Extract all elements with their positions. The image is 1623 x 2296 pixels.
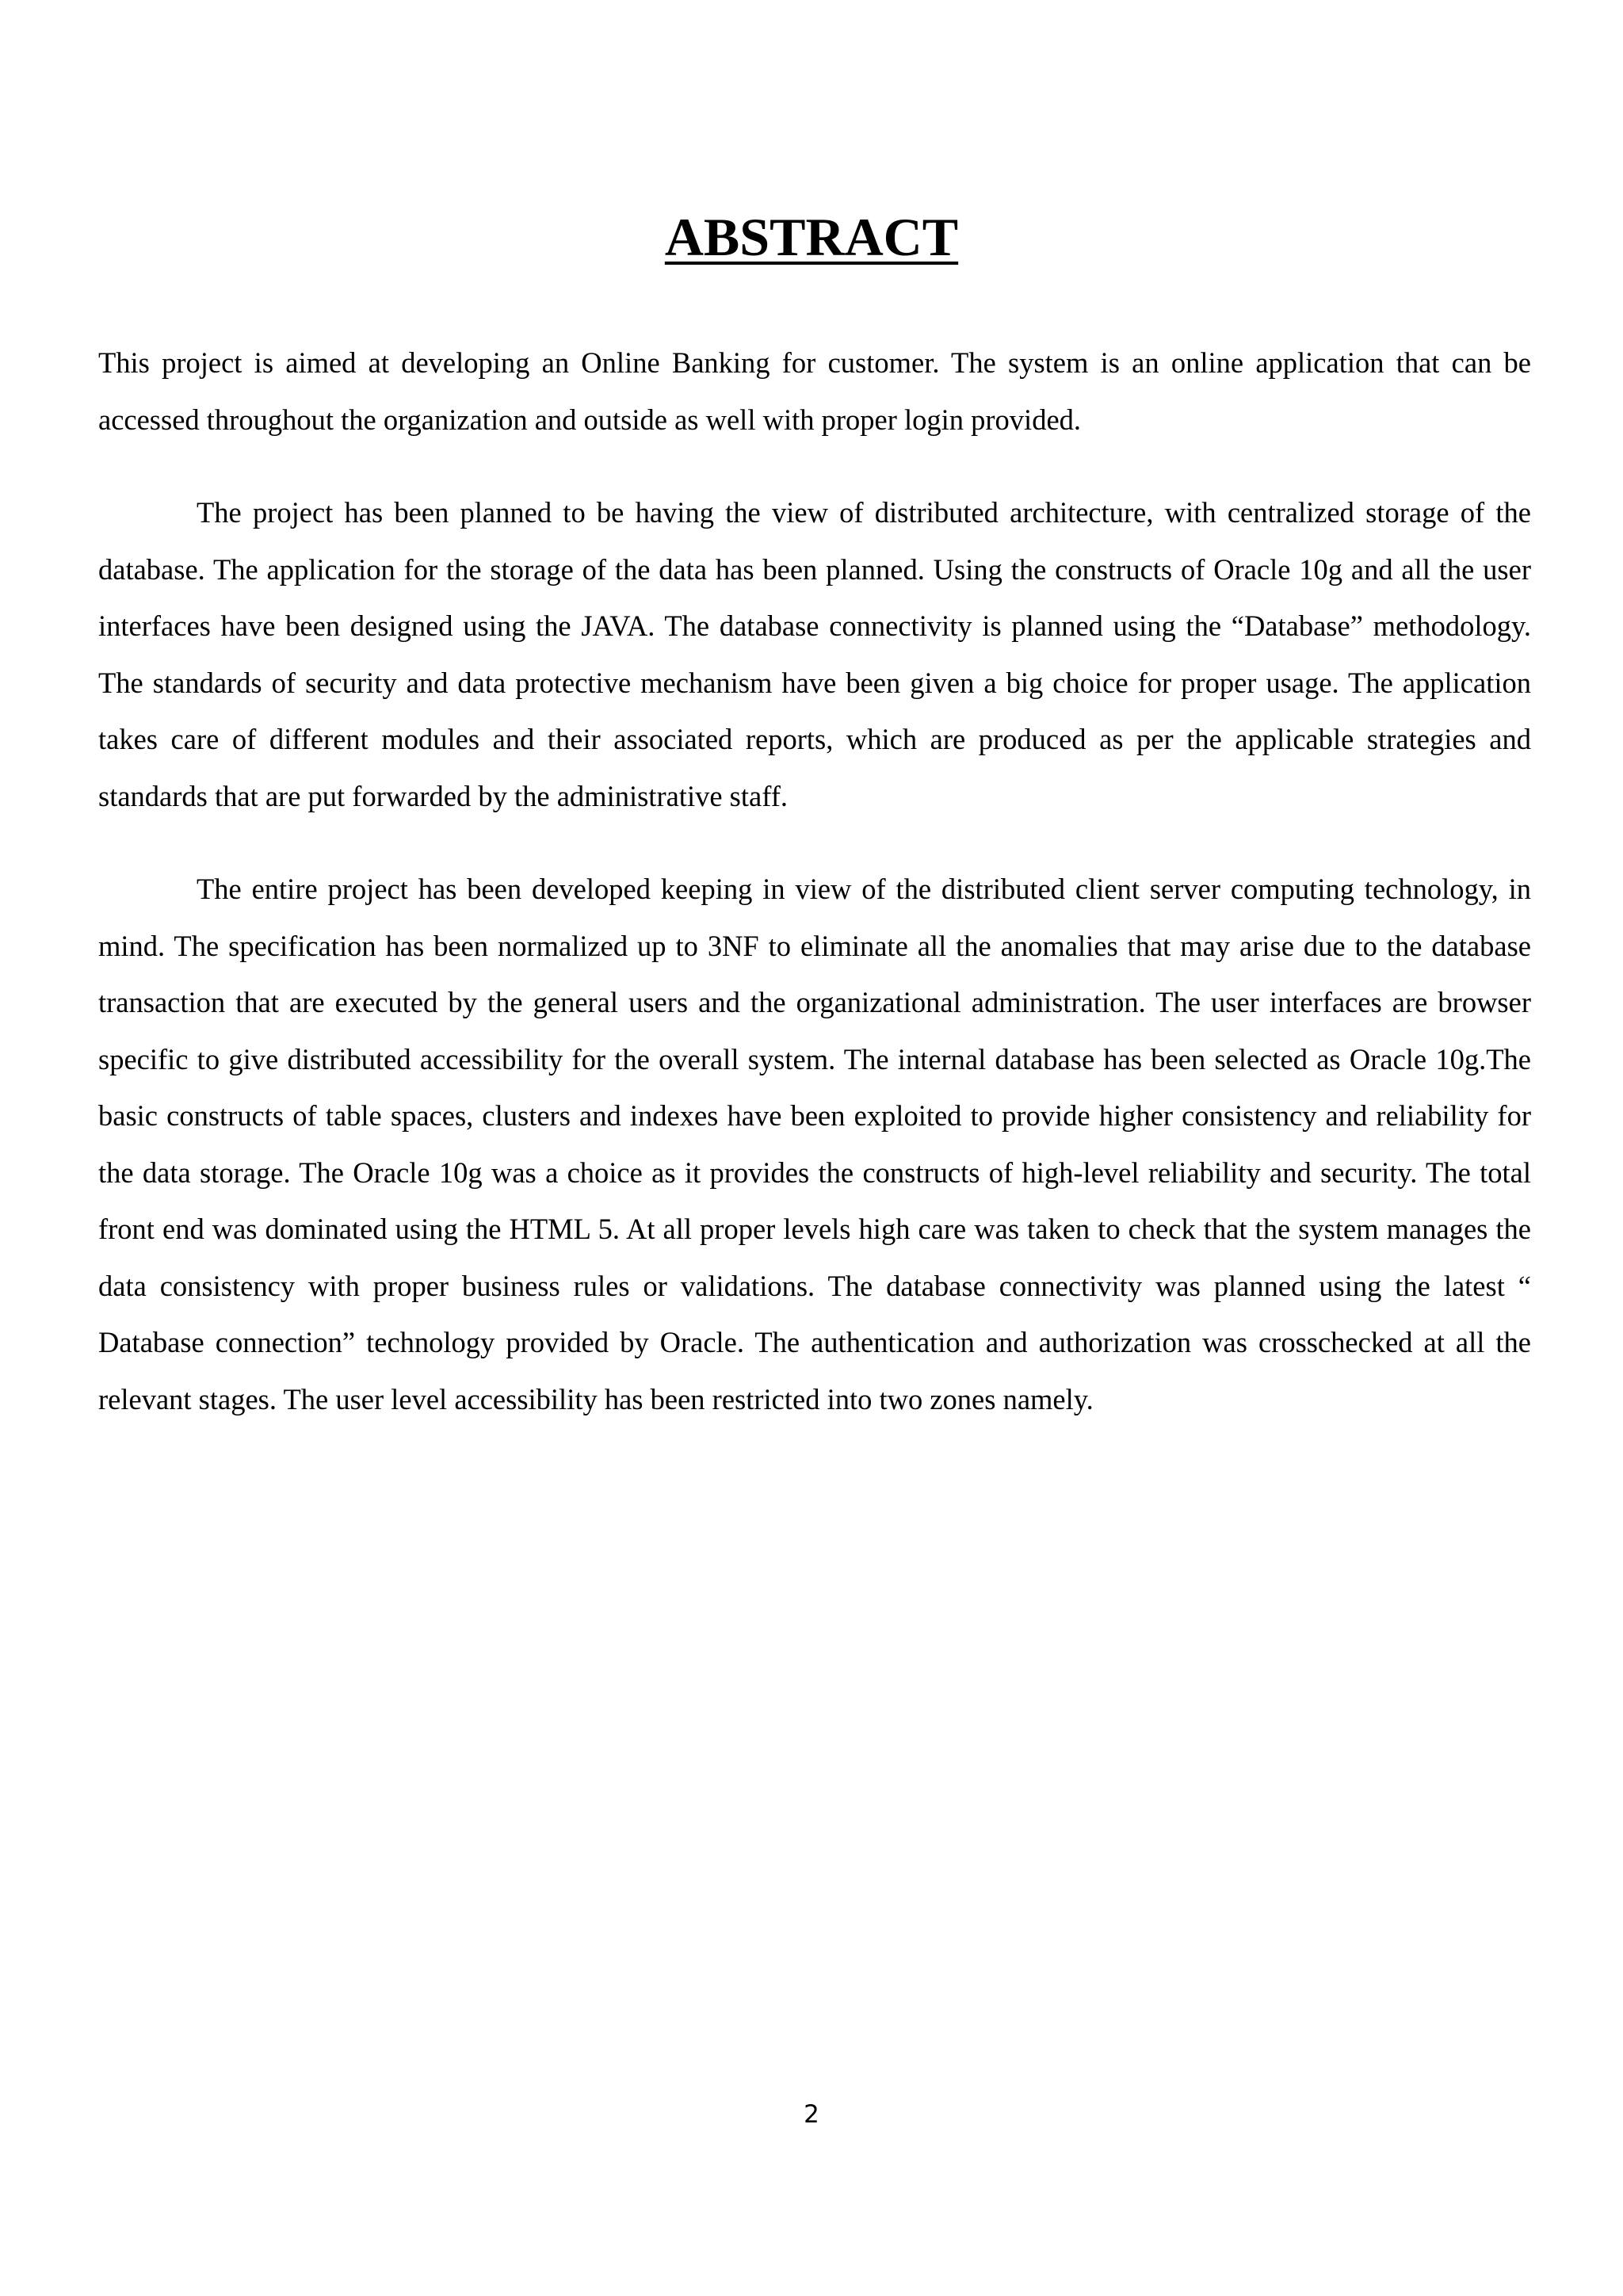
abstract-body: [98, 334, 1531, 1464]
page-number: 2: [804, 2100, 819, 2129]
page-title: [0, 208, 1623, 267]
paragraph-2: The project has been planned to be having the view of distributed architecture, with centralized storage of the database. The application for the storage of the data has been planned. Using the constructs of Oracle 10g and all the user interfaces have been designed using the JAVA. The database connectivity is planned using the “Database” methodology. The standards of security and data protective mechanism have been given a big choice for proper usage. The application takes care of different modules and their associated reports, which are produced as per the applicable strategies and standards that are put forwarded by the administrative staff.: [98, 496, 1531, 812]
paragraph-3: The entire project has been developed keeping in view of the distributed client server computing technology, in mind. The specification has been normalized up to 3NF to eliminate all the anomalies that may arise due to the database transaction that are executed by the general users and the organizational administration. The user interfaces are browser specific to give distributed accessibility for the overall system. The internal database has been selected as Oracle 10g.The basic constructs of table spaces, clusters and indexes have been exploited to provide higher consistency and reliability for the data storage. The Oracle 10g was a choice as it provides the constructs of high-level reliability and security. The total front end was dominated using the HTML 5. At all proper levels high care was taken to check that the system manages the data consistency with proper business rules or validations. The database connectivity was planned using the latest “ Database connection” technology provided by Oracle. The authentication and authorization was crosschecked at all the relevant stages. The user level accessibility has been restricted into two zones namely.: [98, 873, 1531, 1415]
paragraph-1: This project is aimed at developing an Online Banking for customer. The system is an online application that can be accessed throughout the organization and outside as well with proper login provided.: [98, 346, 1531, 436]
title-text: ABSTRACT: [664, 207, 959, 267]
